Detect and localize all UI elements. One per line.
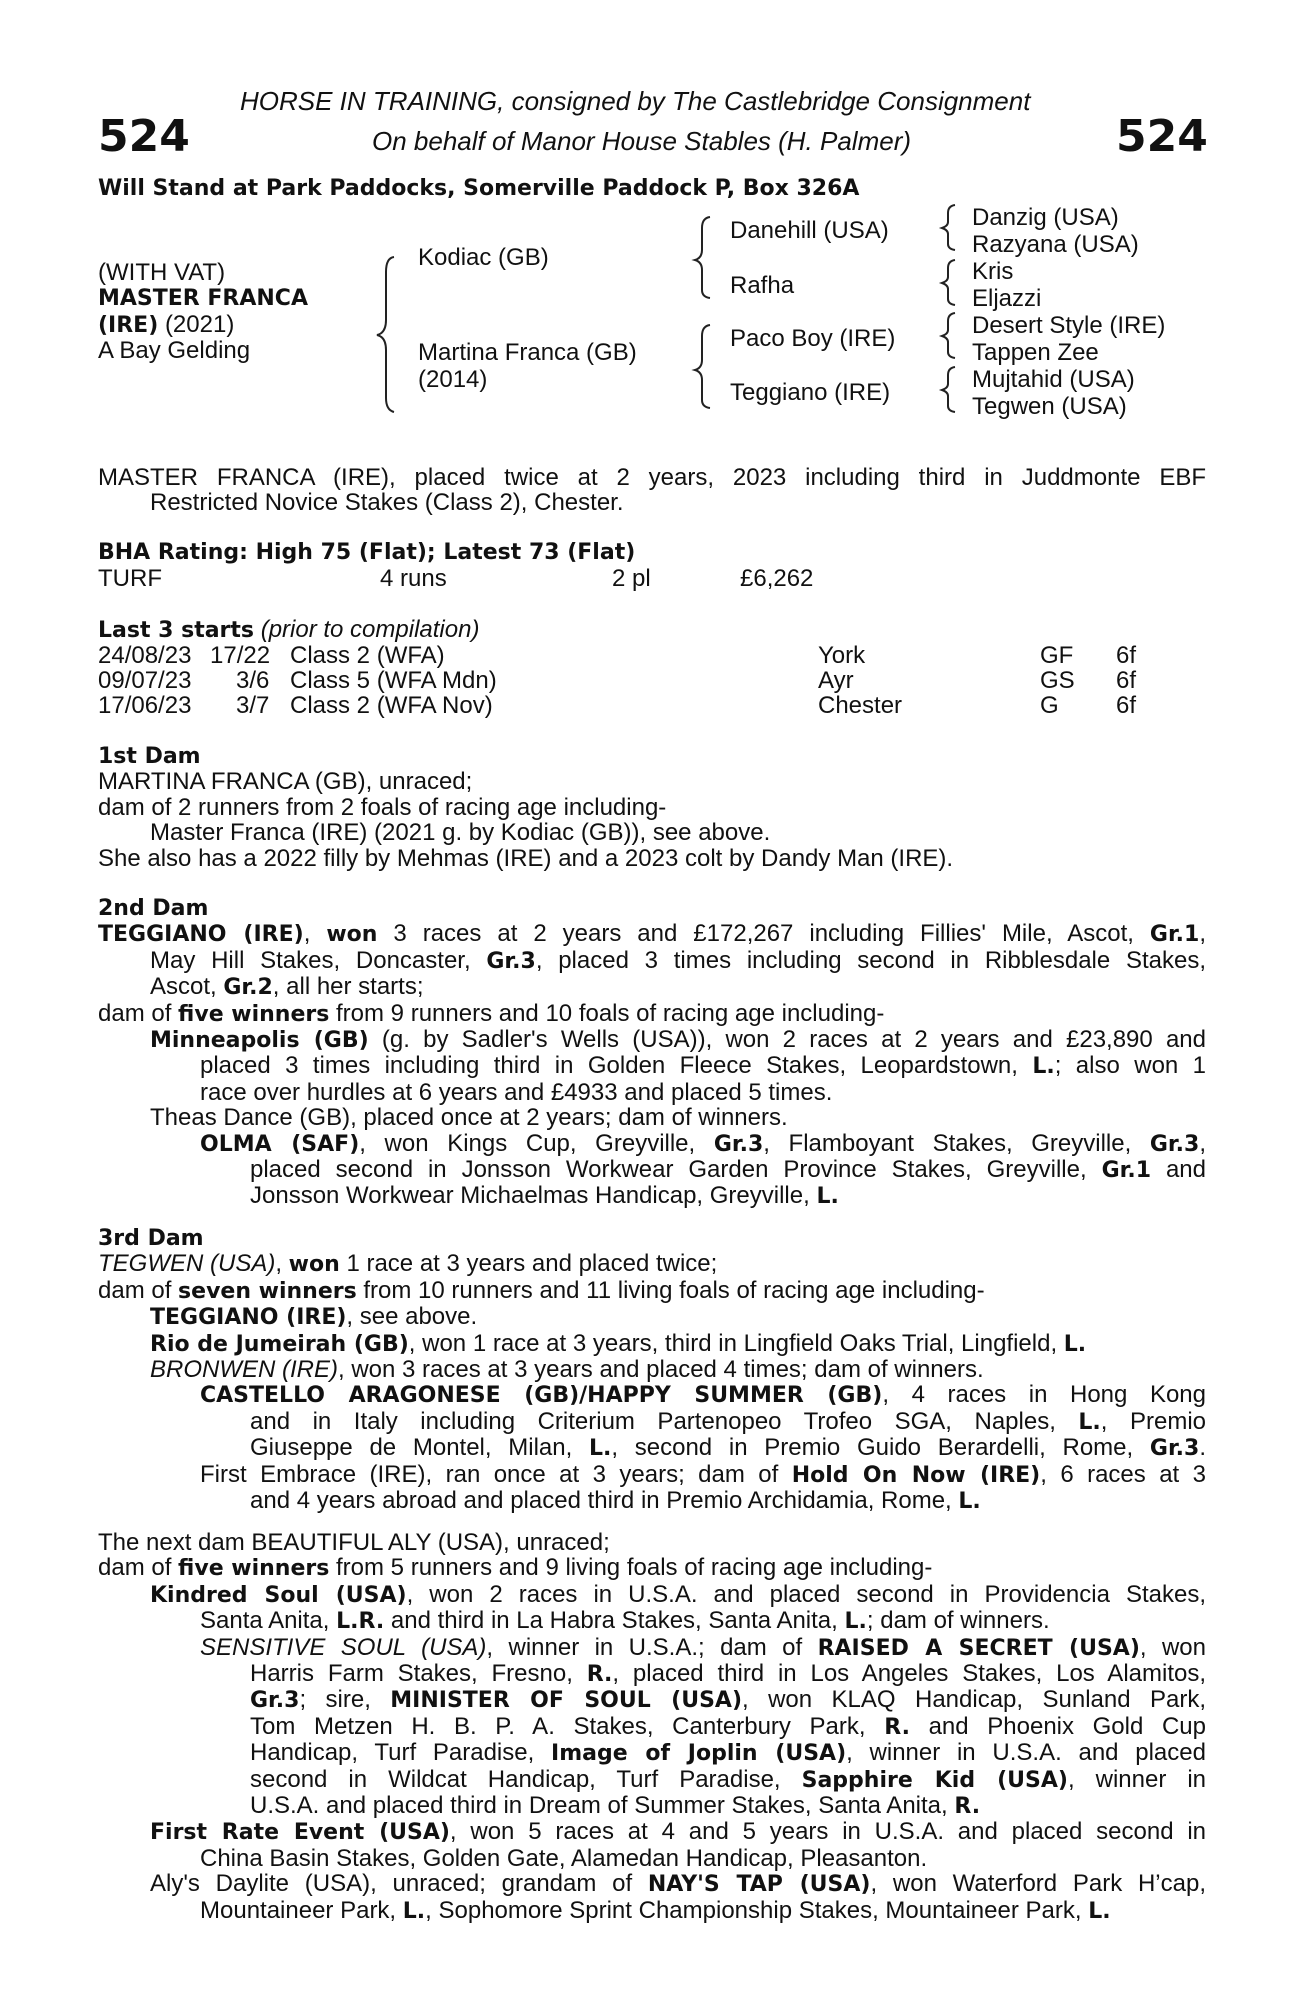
consignment-line: HORSE IN TRAINING, consigned by The Castlebridge Consignment — [240, 86, 1031, 116]
third-dam-line-10 — [98, 1488, 1206, 1514]
listed-label: L. — [816, 1184, 839, 1210]
next-dam-line-7 — [98, 1687, 1206, 1713]
restricted-label: R. — [884, 1714, 910, 1740]
text: placed 3 times including third in Golden Fleece Stakes, Leopardstown, — [200, 1052, 1033, 1080]
next-dam-line-5 — [98, 1635, 1206, 1661]
text: , 4 races in Hong Kong — [882, 1381, 1206, 1409]
grade-label: Gr.1 — [1149, 922, 1200, 948]
second-dam-line-2 — [98, 948, 1206, 974]
text: , won — [1139, 1633, 1206, 1661]
first-dam-line-2: dam of 2 runners from 2 foals of racing age including- — [98, 793, 667, 821]
text: , second in Premio Guido Berardelli, Rome, — [611, 1434, 1150, 1462]
text: ; sire, — [299, 1686, 391, 1714]
start-going: GF — [1040, 642, 1074, 669]
start-position: 3/7 — [236, 692, 270, 719]
pedigree-dam-sire: Paco Boy (IRE) — [730, 325, 896, 352]
text: , see above. — [346, 1303, 478, 1331]
start-distance: 6f — [1116, 642, 1137, 669]
first-dam-heading: 1st Dam — [98, 744, 201, 769]
pedigree-ggp-8: Tegwen (USA) — [972, 393, 1127, 420]
pedigree-dam: Martina Franca (GB) — [418, 339, 637, 366]
start-going: G — [1040, 692, 1059, 719]
pedigree-sire-dam: Rafha — [730, 272, 795, 299]
summary-line-1: MASTER FRANCA (IRE), placed twice at 2 years, 2023 including third in Juddmonte EBF — [98, 464, 1206, 491]
lot-number-right: 524 — [1116, 111, 1208, 162]
pedigree-ggp-3: Kris — [972, 258, 1014, 285]
third-dam-line-1 — [98, 1251, 1206, 1277]
next-dam-line-9 — [98, 1740, 1206, 1766]
text: 1 race at 3 years and placed twice; — [339, 1250, 718, 1278]
next-dam-section — [98, 1530, 1206, 1924]
text: from 9 runners and 10 foals of racing age including- — [329, 999, 885, 1027]
second-dam-line-1: TEGGIANO (IRE), won 3 races at 2 years and £172,267 including Fillies' Mile, Ascot, Gr.1, — [98, 920, 1207, 948]
behalf-line: On behalf of Manor House Stables (H. Palmer) — [372, 126, 912, 156]
grade-label: Gr.3 — [713, 1131, 764, 1157]
next-dam-line-15 — [98, 1898, 1206, 1924]
next-dam-line-8 — [98, 1714, 1206, 1740]
text: , winner in U.S.A. and placed — [846, 1739, 1206, 1767]
grade-label: Gr.3 — [486, 948, 536, 974]
text: Ascot, — [150, 973, 224, 1001]
pedigree-dam-year: (2014) — [418, 366, 488, 393]
pedigree-ggp-2: Razyana (USA) — [972, 231, 1139, 258]
pedigree-ggp-1: Danzig (USA) — [972, 204, 1119, 231]
text: and — [1151, 1156, 1206, 1184]
second-dam-line-6 — [98, 1053, 1206, 1079]
brace-dam-line — [695, 325, 710, 408]
next-dam-line-3 — [98, 1582, 1206, 1608]
start-date: 24/08/23 — [98, 642, 192, 669]
pedigree-ggp-7: Mujtahid (USA) — [972, 366, 1135, 393]
text: and Phoenix Gold Cup — [909, 1712, 1206, 1740]
text: , won 3 races at 3 years and placed 4 times; dam of winners. — [338, 1356, 984, 1384]
text: Aly's Daylite (USA), unraced; grandam of — [150, 1870, 648, 1898]
stand-location: Will Stand at Park Paddocks, Somerville Paddock P, Box 326A — [98, 176, 860, 201]
second-dam-line-3 — [98, 974, 1206, 1000]
horse-name-bold: Kindred Soul (USA) — [150, 1582, 407, 1608]
listed-label: L. — [958, 1489, 981, 1515]
second-dam-line-11 — [98, 1183, 1206, 1209]
rating-runs: 4 runs — [380, 565, 447, 592]
rating-surface: TURF — [98, 565, 162, 592]
start-position: 17/22 — [210, 642, 271, 669]
text: , — [275, 1250, 289, 1278]
listed-label: L. — [589, 1436, 612, 1462]
pedigree-dam-dam: Teggiano (IRE) — [730, 379, 891, 406]
start-course: Ayr — [818, 667, 854, 694]
text: Mountaineer Park, — [200, 1896, 403, 1924]
teggiano-name: TEGGIANO (IRE) — [98, 922, 304, 948]
start-date: 17/06/23 — [98, 692, 192, 719]
horse-name-italic: BRONWEN (IRE) — [150, 1356, 338, 1384]
brace-sire-line — [695, 217, 710, 298]
text: Santa Anita, — [200, 1607, 337, 1635]
restricted-label: R. — [954, 1794, 981, 1820]
start-race: Class 2 (WFA Nov) — [290, 692, 493, 719]
text: Jonsson Workwear Michaelmas Handicap, Greyville, — [250, 1182, 817, 1210]
pedigree-sire: Kodiac (GB) — [418, 244, 549, 271]
summary-line-2: Restricted Novice Stakes (Class 2), Chester. — [150, 489, 624, 517]
grade-label: Gr.1 — [1101, 1158, 1152, 1184]
horse-description: A Bay Gelding — [98, 337, 251, 364]
text: Tom Metzen H. B. P. A. Stakes, Canterbury Park, — [250, 1712, 885, 1740]
horse-origin: (IRE) — [98, 313, 159, 338]
text: dam of — [98, 999, 179, 1027]
text: ; also won 1 — [1054, 1052, 1206, 1080]
text: U.S.A. and placed third in Dream of Summer Stakes, Santa Anita, — [250, 1792, 955, 1820]
listed-label: L. — [844, 1609, 867, 1635]
tegwen-name: TEGWEN (USA) — [98, 1250, 276, 1278]
second-dam-heading: 2nd Dam — [98, 896, 209, 921]
grade-label: Gr.3 — [1149, 1131, 1200, 1157]
third-dam-section — [98, 1226, 1206, 1514]
vat-note: (WITH VAT) — [98, 259, 226, 286]
text: (g. by Sadler's Wells (USA)), won 2 races at 2 years and £23,890 and — [368, 1026, 1206, 1054]
last-starts-title: Last 3 starts — [98, 618, 255, 643]
third-dam-line-4 — [98, 1331, 1206, 1357]
text: from 10 runners and 11 living foals of racing age including- — [356, 1276, 985, 1304]
second-dam-line-7: race over hurdles at 6 years and £4933 and placed 5 times. — [200, 1078, 833, 1106]
second-dam-line-4 — [98, 1001, 1206, 1027]
won-label: won — [326, 922, 378, 948]
summary — [98, 465, 1206, 516]
horse-name-bold: NAY'S TAP (USA) — [647, 1872, 871, 1898]
listed-label: L. — [1063, 1331, 1087, 1357]
text: , winner in U.S.A.; dam of — [486, 1633, 818, 1661]
winners-count: five winners — [178, 1556, 330, 1582]
text: , Sophomore Sprint Championship Stakes, Mountaineer Park, — [425, 1896, 1089, 1924]
text: ; dam of winners. — [866, 1607, 1050, 1635]
text: and in Italy including Criterium Partenopeo Trofeo SGA, Naples, — [250, 1407, 1079, 1435]
horse-name-bold: Image of Joplin (USA) — [551, 1741, 847, 1767]
first-dam-line-1: MARTINA FRANCA (GB), unraced; — [98, 768, 473, 796]
start-date: 09/07/23 — [98, 667, 192, 694]
text: Harris Farm Stakes, Fresno, — [250, 1660, 587, 1688]
last-starts-note: (prior to compilation) — [260, 616, 480, 643]
horse-name-italic: SENSITIVE SOUL (USA) — [200, 1633, 487, 1661]
start-going: GS — [1040, 667, 1075, 694]
horse-name-bold: RAISED A SECRET (USA) — [817, 1635, 1140, 1661]
pedigree-ggp-5: Desert Style (IRE) — [972, 312, 1166, 339]
grade-label: Gr.2 — [223, 975, 273, 1001]
next-dam-line-10 — [98, 1767, 1206, 1793]
listed-label: L. — [1078, 1409, 1101, 1435]
bha-rating: BHA Rating: High 75 (Flat); Latest 73 (Flat) — [98, 540, 636, 565]
listed-label: L. — [402, 1898, 426, 1924]
text: Handicap, Turf Paradise, — [250, 1739, 552, 1767]
start-distance: 6f — [1116, 692, 1137, 719]
second-dam-line-5 — [98, 1027, 1206, 1053]
winners-count: seven winners — [178, 1278, 357, 1304]
next-dam-line-11 — [98, 1793, 1206, 1819]
second-dam-line-10 — [98, 1157, 1206, 1183]
next-dam-line-2 — [98, 1555, 1206, 1581]
text: second in Wildcat Handicap, Turf Paradise, — [250, 1765, 802, 1793]
pedigree-ggp-4: Eljazzi — [972, 285, 1042, 312]
next-dam-line-4 — [98, 1608, 1206, 1634]
text: Giuseppe de Montel, Milan, — [250, 1434, 589, 1462]
text: 3 races at 2 years and £172,267 including Fillies' Mile, Ascot, — [377, 920, 1150, 948]
text: , winner in — [1067, 1765, 1206, 1793]
start-course: York — [818, 642, 866, 669]
second-dam-line-9: OLMA (SAF), won Kings Cup, Greyville, Gr.3, Flamboyant Stakes, Greyville, Gr.3, — [200, 1129, 1206, 1157]
start-course: Chester — [818, 692, 903, 719]
horse-name-bold: TEGGIANO (IRE) — [150, 1305, 347, 1331]
horse-name-bold: Rio de Jumeirah (GB) — [150, 1331, 409, 1357]
text: , all her starts; — [272, 973, 424, 1001]
horse-year: (2021) — [164, 311, 235, 338]
text: , Premio — [1100, 1407, 1207, 1435]
next-dam-line-6 — [98, 1661, 1206, 1687]
text: First Embrace (IRE), ran once at 3 years; dam of — [200, 1460, 792, 1488]
horse-name-bold: First Rate Event (USA) — [150, 1820, 450, 1846]
text: May Hill Stakes, Doncaster, — [150, 946, 487, 974]
next-dam-line-13: China Basin Stakes, Golden Gate, Alamedan Handicap, Pleasanton. — [200, 1844, 928, 1872]
rating-earnings: £6,262 — [740, 565, 814, 592]
text: and 4 years abroad and placed third in Premio Archidamia, Rome, — [250, 1487, 959, 1515]
text: , 6 races at 3 — [1040, 1460, 1206, 1488]
horse-name-bold: Sapphire Kid (USA) — [801, 1767, 1068, 1793]
lot-number-left: 524 — [98, 111, 190, 162]
first-dam-section — [98, 744, 1206, 871]
grade-label: Gr.3 — [250, 1688, 300, 1714]
text: dam of — [98, 1554, 179, 1582]
horse-name-bold: CASTELLO ARAGONESE (GB)/HAPPY SUMMER (GB) — [200, 1383, 883, 1409]
horse-name-bold: OLMA (SAF) — [200, 1131, 360, 1157]
third-dam-line-7 — [98, 1409, 1206, 1435]
text: , won 2 races in U.S.A. and placed second in Providencia Stakes, — [406, 1580, 1206, 1608]
next-dam-line-12 — [98, 1819, 1206, 1845]
text: , won KLAQ Handicap, Sunland Park, — [742, 1686, 1206, 1714]
next-dam-line-14 — [98, 1871, 1206, 1897]
third-dam-heading: 3rd Dam — [98, 1226, 204, 1251]
brace-teggiano — [942, 367, 955, 412]
next-dam-line-1: The next dam BEAUTIFUL ALY (USA), unraced; — [98, 1529, 610, 1556]
brace-danehill — [942, 205, 955, 250]
text: , Flamboyant Stakes, Greyville, — [763, 1129, 1150, 1157]
pedigree-sire-sire: Danehill (USA) — [730, 217, 889, 244]
text: placed second in Jonsson Workwear Garden Province Stakes, Greyville, — [250, 1156, 1102, 1184]
horse-name-bold: Hold On Now (IRE) — [791, 1462, 1041, 1488]
second-dam-line-8: Theas Dance (GB), placed once at 2 years; dam of winners. — [150, 1104, 788, 1132]
start-race: Class 5 (WFA Mdn) — [290, 667, 497, 694]
third-dam-line-5 — [98, 1357, 1206, 1382]
start-distance: 6f — [1116, 667, 1137, 694]
text: , won Kings Cup, Greyville, — [359, 1129, 714, 1157]
horse-name-bold: MINISTER OF SOUL (USA) — [390, 1688, 743, 1714]
winners-count: five winners — [178, 1001, 330, 1027]
rating-placed: 2 pl — [612, 565, 651, 592]
text: from 5 runners and 9 living foals of racing age including- — [329, 1554, 933, 1582]
text: dam of — [98, 1276, 179, 1304]
grade-label: Gr.3 — [1149, 1436, 1200, 1462]
first-dam-line-4: She also has a 2022 filly by Mehmas (IRE) and a 2023 colt by Dandy Man (IRE). — [98, 844, 954, 872]
start-race: Class 2 (WFA) — [290, 642, 445, 669]
brace-sire-dam — [377, 257, 394, 412]
text: , won Waterford Park H’cap, — [870, 1870, 1206, 1898]
start-position: 3/6 — [236, 667, 270, 694]
third-dam-line-2 — [98, 1278, 1206, 1304]
third-dam-line-6 — [98, 1382, 1206, 1408]
text: , won 1 race at 3 years, third in Lingfield Oaks Trial, Lingfield, — [408, 1329, 1064, 1357]
horse-name-bold: Minneapolis (GB) — [150, 1028, 369, 1054]
third-dam-line-8: Giuseppe de Montel, Milan, L., second in Premio Guido Berardelli, Rome, Gr.3. — [250, 1434, 1206, 1462]
listed-label: L. — [1088, 1898, 1111, 1924]
brace-rafha — [942, 260, 955, 305]
listed-label: L. — [1032, 1054, 1055, 1080]
first-dam-line-3: Master Franca (IRE) (2021 g. by Kodiac (GB)), see above. — [150, 819, 771, 847]
second-dam-section — [98, 896, 1206, 1210]
text: , placed third in Los Angeles Stakes, Los Alamitos, — [612, 1660, 1207, 1688]
brace-paco-boy — [942, 313, 955, 358]
horse-name: MASTER FRANCA — [98, 286, 308, 311]
pedigree-ggp-6: Tappen Zee — [972, 339, 1099, 366]
third-dam-line-3 — [98, 1304, 1206, 1330]
text: and third in La Habra Stakes, Santa Anita, — [384, 1607, 845, 1635]
third-dam-line-9 — [98, 1462, 1206, 1488]
restricted-label: R. — [586, 1662, 613, 1688]
text: , placed 3 times including second in Ribblesdale Stakes, — [535, 946, 1207, 974]
listed-label: L.R. — [336, 1609, 385, 1635]
won-label: won — [288, 1252, 340, 1278]
last-starts-heading — [98, 617, 479, 643]
text: , won 5 races at 4 and 5 years in U.S.A. and placed second in — [449, 1818, 1207, 1846]
